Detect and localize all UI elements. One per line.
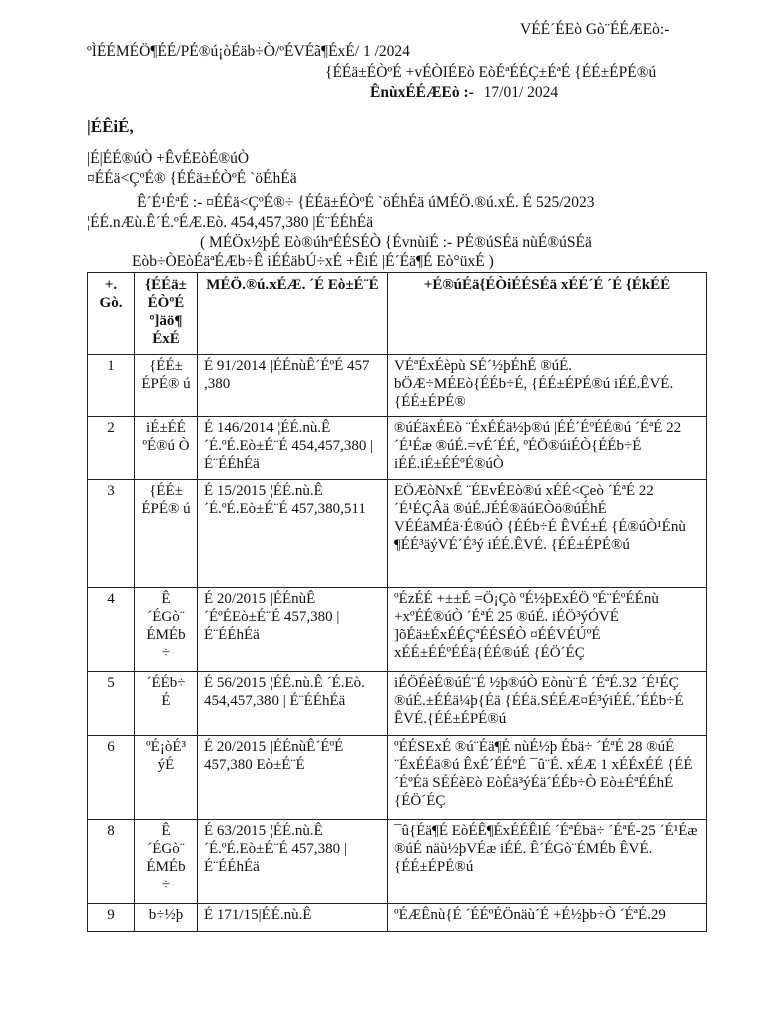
cell-station: Ê ´ÉGò¨ ÉMÉb ÷ xyxy=(135,588,198,672)
cell-accused: iÉÖÉèÉ®úÉ¨É ½þ®úÒ Eònù¨É ´ÉªÉ.32 ´É¹ÉÇ ®úÉ.±ÉÉä¼þ{Éä {ÉÉä.SÉÉÆ¤É³ýiÉÉ.´ÉÉb÷É ÊVÉ.{ÉÉ±ÉPÉ®ú xyxy=(388,672,707,736)
recipient-title: |É|ÉÉ®úÒ +ÊvÉEòÉ®úÒ xyxy=(87,150,250,167)
table-row xyxy=(88,820,707,904)
cell-accused: EÖÆòNxÉ ¨ÉEvÉEò®ú xÉÉ<Çeò ´ÉªÉ 22 ´É¹ÉÇÂä ®úÉ.JÉÉ®äúEÒö®úÉhÉ VÉÉäMÉä·É®úÒ {ÉÉb÷É ÊVÉ±É {É®úÒ¹Énù ¶ÉÉ³äýVÉ´É³ý iÉÉ.ÊVÉ. {ÉÉ±ÉPÉ®ú xyxy=(388,480,707,588)
cell-station: b÷½þ xyxy=(135,904,198,932)
cell-crime: É 171/15|ÉÉ.nù.Ê xyxy=(198,904,388,932)
cell-accused: ºÉzÉÉ +±±É =Ö¡Çò ºÉ½þExÉÖ ºÉ¨ÉºÉÉnù +xºÉÉ®úÒ ´ÉªÉ 25 ®úÉ. iÉÖ³ýÓVÉ ]õÉä±ÉxÉÉÇªÉÉSÉÒ ¤ÉÉVÉÚºÉ xÉÉ±ÉÉºÉÉä{ÉÉ®úÉ {ÉÖ´ÉÇ xyxy=(388,588,707,672)
cell-station: {ÉÉ± ÉPÉ® ú xyxy=(135,355,198,417)
letter-number-label: VÉÉ´ÉEò Gò¨ÉÉÆEò:- xyxy=(520,21,670,38)
cell-crime: É 20/2015 |ÉÉnùÊ´ÉºÉ 457,380 Eò±É¨É xyxy=(198,736,388,820)
subject-line-3: ( MÉÖx½þÉ Eò®úhªÉÉSÉÒ {ÉvnùiÉ :- PÉ®úSÉä nùÉ®úSÉä xyxy=(200,234,592,251)
office-reference: ºÌÉÉMÉÖ¶ÉÉ/PÉ®ú¡òÉäb÷Ò/ºÉVÉã¶ÉxÉ/ 1 /2024 xyxy=(87,43,410,60)
cell-crime: É 146/2014 ¦ÉÉ.nù.Ê ´É.ºÉ.Eò±É¨É 454,457,380 |É¨ÉÉhÉä xyxy=(198,417,388,480)
cell-station: iÉ±ÉÉ ºÉ®ú Ò xyxy=(135,417,198,480)
header-serial: +. Gò. xyxy=(88,273,135,355)
cell-station: Ê ´ÉGò¨ ÉMÉb ÷ xyxy=(135,820,198,904)
cell-crime: É 63/2015 ¦ÉÉ.nù.Ê´É.ºÉ.Eò±É¨É 457,380 |É¨ÉÉhÉä xyxy=(198,820,388,904)
subject-line-4: Eòb÷ÒEòÉäªÉÆb÷Ê iÉÉäbÚ÷xÉ +ÊiÉ |É´Éä¶É Eò°üxÉ ) xyxy=(132,253,494,270)
date-line xyxy=(370,84,558,102)
table-row xyxy=(88,672,707,736)
cell-accused: ¯û{Éä¶É EòÉÊ¶ÉxÉÉÊlÉ ´ÉªÉbä÷ ´ÉªÉ-25 ´É¹Éæ ®úÉ näù½þVÉæ iÉÉ. Ê´ÉGò¨ÉMÉb ÊVÉ.{ÉÉ±ÉPÉ®ú xyxy=(388,820,707,904)
cell-accused: VÉªÉxÉèpù SÉ´½þÉhÉ ®úÉ. bÖÆ÷MÉEò{ÉÉb÷É, {ÉÉ±ÉPÉ®ú iÉÉ.ÊVÉ. {ÉÉ±ÉPÉ® xyxy=(388,355,707,417)
cell-serial: 3 xyxy=(88,480,135,588)
cell-crime: É 91/2014 |ÉÉnùÊ´ÉºÉ 457 ,380 xyxy=(198,355,388,417)
cell-serial: 8 xyxy=(88,820,135,904)
table-row xyxy=(88,736,707,820)
cell-station: ºÉ¡òÉ³ ýÉ xyxy=(135,736,198,820)
date-label: ÊnùxÉÉÆEò :- xyxy=(370,84,474,101)
table-header-row xyxy=(88,273,707,355)
header-accused: +É®úÉä{ÉÒiÉÉSÉä xÉÉ´É ´É {ÉkÉÉ xyxy=(388,273,707,355)
subject-line-2: ¦ÉÉ.nÆù.Ê´É.ºÉÆ.Eò. 454,457,380 |É¨ÉÉhÉä xyxy=(87,214,374,231)
cell-accused: ºÉÆÊnù{É ´ÉÉºÉÖnäù´É +É½þb÷Ò ´ÉªÉ.29 xyxy=(388,904,707,932)
cell-serial: 1 xyxy=(88,355,135,417)
subject-line-1: Ê´É¹ÉªÉ :- ¤ÉÉä<ÇºÉ®÷ {ÉÉä±ÉÒºÉ `öÉhÉä úMÉÖ.®ú.xÉ. É 525/2023 xyxy=(137,194,595,211)
header-station: {ÉÉä± ÉÒºÉ º]äö¶ ÉxÉ xyxy=(135,273,198,355)
table-row xyxy=(88,480,707,588)
cell-accused: ºÉÉSExÉ ®ú¨Éä¶É nùÉ½þ Ébä÷ ´ÉªÉ 28 ®úÉ ¨ÉxÉÉä®ú ÊxÉ´ÉÉºÉ ¯û¨É. xÉÆ 1 xÉÉxÉÉ {ÉÉ´ÉºÉä SÉÉèEò EòÉä³ýÉä´ÉÉb÷Ò Eò±ÉªÉÉhÉ {ÉÖ´ÉÇ xyxy=(388,736,707,820)
table-row xyxy=(88,904,707,932)
cell-serial: 9 xyxy=(88,904,135,932)
cell-station: {ÉÉ± ÉPÉ® ú xyxy=(135,480,198,588)
office-name: {ÉÉä±ÉÒºÉ +vÉÒIÉEò EòÉªÉÉÇ±ÉªÉ {ÉÉ±ÉPÉ®ú xyxy=(325,64,657,81)
cell-station: ´ÉÉb÷ É xyxy=(135,672,198,736)
cell-accused: ®úÉäxÉEò ¨ÉxÉÉä½þ®ú |ÉÉ´ÉºÉÉ®ú ´ÉªÉ 22 ´É¹Éæ ®úÉ.=vÉ´ÉÉ, ºÉÖ®úiÉÒ{ÉÉb÷É iÉÉ.iÉ±ÉÉºÉ®úÒ xyxy=(388,417,707,480)
table-row xyxy=(88,588,707,672)
header-crime-number: MÉÖ.®ú.xÉÆ. ´É Eò±É¨É xyxy=(198,273,388,355)
table-row xyxy=(88,355,707,417)
cell-crime: É 20/2015 |ÉÉnùÊ ´ÉºÉEò±É¨É 457,380 |É¨ÉÉhÉä xyxy=(198,588,388,672)
cell-crime: É 15/2015 ¦ÉÉ.nù.Ê´É.ºÉ.Eò±É¨É 457,380,511 xyxy=(198,480,388,588)
cell-serial: 5 xyxy=(88,672,135,736)
recipient-station: ¤ÉÉä<ÇºÉ® {ÉÉä±ÉÒºÉ `öÉhÉä xyxy=(87,170,297,187)
cell-serial: 6 xyxy=(88,736,135,820)
salutation: |ÉÊiÉ, xyxy=(87,117,134,136)
cell-serial: 4 xyxy=(88,588,135,672)
table-row xyxy=(88,417,707,480)
accused-table xyxy=(87,272,707,932)
cell-serial: 2 xyxy=(88,417,135,480)
cell-crime: É 56/2015 ¦ÉÉ.nù.Ê ´É.Eò. 454,457,380 | É¨ÉÉhÉä xyxy=(198,672,388,736)
date-value: 17/01/ 2024 xyxy=(483,84,559,101)
